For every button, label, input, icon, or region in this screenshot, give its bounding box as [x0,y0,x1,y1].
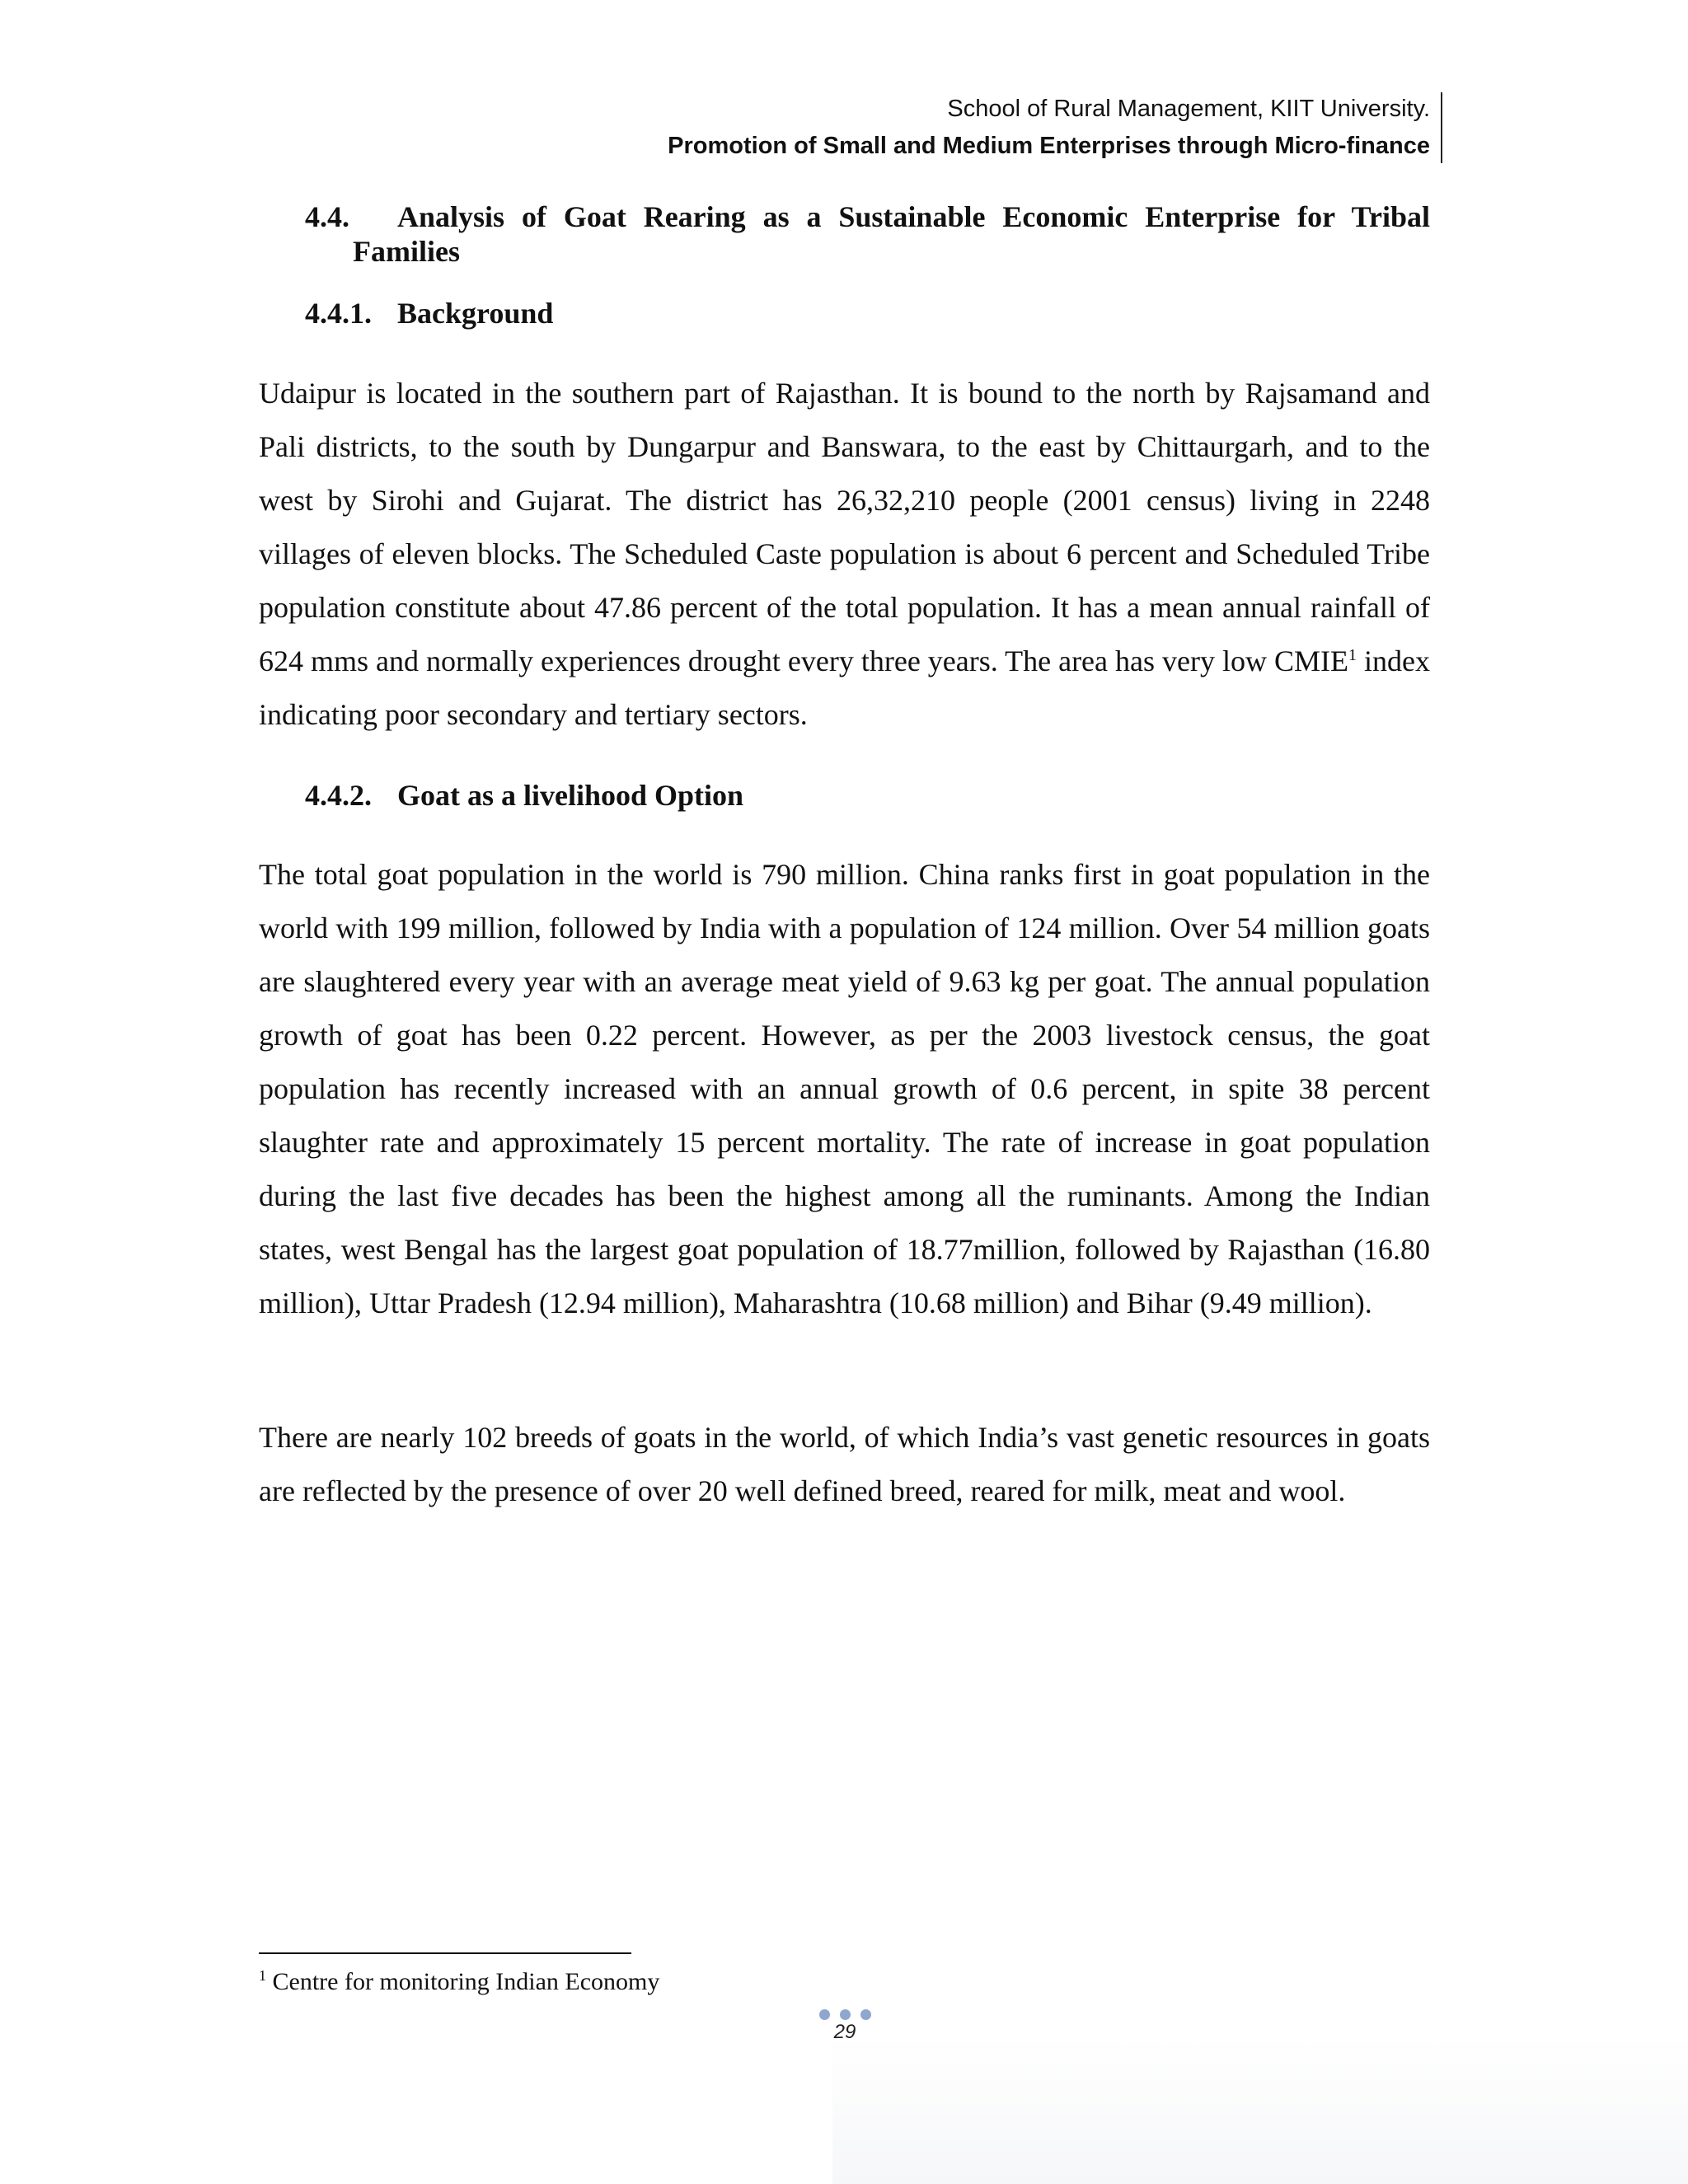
subsection-heading-background [305,296,553,330]
subsection-title: Goat as a livelihood Option [397,779,744,812]
section-title-line2: Families [353,235,460,268]
header-report-title: Promotion of Small and Medium Enterprises through Micro-finance [668,133,1430,159]
subsection-title: Background [397,297,554,330]
subsection-number: 4.4.2. [305,779,372,812]
ornament-dot [860,2009,871,2020]
goat-paragraph-1: The total goat population in the world is 790 million. China ranks first in goat population in the world with 199 million, followed by India with a population of 124 million. Over 54 million goats are slaughtered every year with an average meat yield of 9.63 kg per goat. The annual population growth of goat has been 0.22 percent. However, as per the 2003 livestock census, the goat population has recently increased with an annual growth of 0.6 percent, in spite 38 percent slaughter rate and approximately 15 percent mortality. The rate of increase in goat population during the last five decades has been the highest among all the ruminants. Among the Indian states, west Bengal has the largest goat population of 18.77million, followed by Rajasthan (16.80 million), Uttar Pradesh (12.94 million), Maharashtra (10.68 million) and Bihar (9.49 million). [259,858,1430,1319]
background-text-end: index indicating poor secondary and tertiary sectors. [259,644,1430,731]
page-number: 29 [833,2021,856,2043]
footnote-separator [259,1952,631,1954]
ornament-dot [840,2009,851,2020]
section-number: 4.4. [305,200,349,233]
header-vertical-rule [1441,92,1442,163]
header-institution: School of Rural Management, KIIT University. [947,96,1430,122]
footnote-reference: 1 [1348,646,1357,664]
ornament-dot [819,2009,830,2020]
goat-paragraph-2: There are nearly 102 breeds of goats in the world, of which India’s vast genetic resources in goats are reflected by the presence of over 20 well defined breed, reared for milk, meat and wool. [259,1421,1430,1507]
section-heading [305,199,1430,269]
background-text: Udaipur is located in the southern part of Rajasthan. It is bound to the north by Rajsamand and Pali districts, to the south by Dungarpur and Banswara, to the east by Chittaurgarh, and to the west by Sirohi and Gujarat. The district has 26,32,210 people (2001 census) living in 2248 villages of eleven blocks. The Scheduled Caste population is about 6 percent and Scheduled Tribe population constitute about 47.86 percent of the total population. It has a mean annual rainfall of 624 mms and normally experiences drought every three years. The area has very low CMIE [259,377,1430,677]
page-corner-shade [832,2036,1688,2184]
footnote-text: Centre for monitoring Indian Economy [272,1968,660,1995]
subsection-heading-goat [305,778,743,813]
page-ornament [819,2009,871,2020]
subsection-number: 4.4.1. [305,297,372,330]
section-title-line1: Analysis of Goat Rearing as a Sustainable Economic Enterprise for Tribal [397,200,1430,233]
footnote [259,1966,659,1999]
footnote-marker: 1 [259,1967,266,1984]
background-paragraph [259,367,1430,742]
running-header [668,91,1430,165]
